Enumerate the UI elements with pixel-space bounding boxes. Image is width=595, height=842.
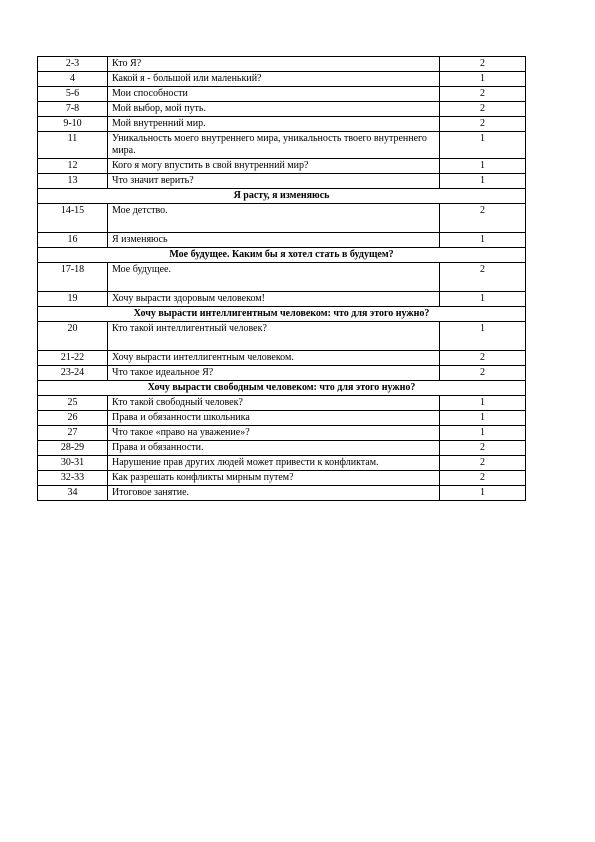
lesson-number-cell: 16 [38, 233, 108, 248]
lesson-hours-cell: 1 [440, 174, 526, 189]
lesson-row [38, 72, 526, 87]
lesson-topic-cell: Права и обязанности школьника [108, 411, 440, 426]
lesson-plan-table [37, 56, 526, 501]
lesson-hours-cell: 2 [440, 351, 526, 366]
lesson-hours-cell: 2 [440, 441, 526, 456]
lesson-row [38, 233, 526, 248]
lesson-row [38, 117, 526, 132]
lesson-number-cell: 12 [38, 159, 108, 174]
lesson-row [38, 292, 526, 307]
section-title: Мое будущее. Каким бы я хотел стать в будущем? [38, 248, 526, 263]
lesson-number-cell: 32-33 [38, 471, 108, 486]
lesson-hours-cell: 1 [440, 396, 526, 411]
lesson-topic-cell: Что такое «право на уважение»? [108, 426, 440, 441]
section-header-row [38, 307, 526, 322]
lesson-hours-cell: 2 [440, 117, 526, 132]
lesson-number-cell: 30-31 [38, 456, 108, 471]
section-header-row [38, 381, 526, 396]
section-title: Я расту, я изменяюсь [38, 189, 526, 204]
lesson-topic-cell: Кто такой интеллигентный человек? [108, 322, 440, 351]
lesson-number-cell: 5-6 [38, 87, 108, 102]
lesson-number-cell: 7-8 [38, 102, 108, 117]
lesson-hours-cell: 1 [440, 132, 526, 159]
lesson-topic-cell: Итоговое занятие. [108, 486, 440, 501]
section-header-row [38, 189, 526, 204]
lesson-row [38, 396, 526, 411]
lesson-topic-cell: Хочу вырасти здоровым человеком! [108, 292, 440, 307]
lesson-hours-cell: 2 [440, 456, 526, 471]
lesson-row [38, 366, 526, 381]
lesson-row [38, 204, 526, 233]
lesson-topic-cell: Мое будущее. [108, 263, 440, 292]
lesson-hours-cell: 1 [440, 426, 526, 441]
lesson-hours-cell: 2 [440, 87, 526, 102]
lesson-number-cell: 21-22 [38, 351, 108, 366]
lesson-topic-cell: Как разрешать конфликты мирным путем? [108, 471, 440, 486]
lesson-number-cell: 27 [38, 426, 108, 441]
lesson-topic-cell: Хочу вырасти интеллигентным человеком. [108, 351, 440, 366]
lesson-number-cell: 25 [38, 396, 108, 411]
lesson-hours-cell: 1 [440, 322, 526, 351]
lesson-number-cell: 2-3 [38, 57, 108, 72]
lesson-row [38, 441, 526, 456]
lesson-number-cell: 19 [38, 292, 108, 307]
lesson-topic-cell: Что значит верить? [108, 174, 440, 189]
lesson-hours-cell: 1 [440, 411, 526, 426]
lesson-hours-cell: 1 [440, 72, 526, 87]
section-title: Хочу вырасти свободным человеком: что для этого нужно? [38, 381, 526, 396]
lesson-number-cell: 23-24 [38, 366, 108, 381]
lesson-topic-cell: Что такое идеальное Я? [108, 366, 440, 381]
lesson-hours-cell: 2 [440, 471, 526, 486]
lesson-number-cell: 14-15 [38, 204, 108, 233]
lesson-topic-cell: Права и обязанности. [108, 441, 440, 456]
lesson-hours-cell: 1 [440, 486, 526, 501]
lesson-row [38, 174, 526, 189]
lesson-number-cell: 26 [38, 411, 108, 426]
lesson-row [38, 426, 526, 441]
lesson-hours-cell: 2 [440, 204, 526, 233]
lesson-plan-body [38, 57, 526, 501]
lesson-row [38, 411, 526, 426]
lesson-hours-cell: 1 [440, 292, 526, 307]
lesson-row [38, 263, 526, 292]
lesson-number-cell: 20 [38, 322, 108, 351]
lesson-row [38, 159, 526, 174]
lesson-number-cell: 28-29 [38, 441, 108, 456]
lesson-row [38, 132, 526, 159]
lesson-row [38, 456, 526, 471]
lesson-number-cell: 17-18 [38, 263, 108, 292]
lesson-hours-cell: 2 [440, 57, 526, 72]
lesson-row [38, 87, 526, 102]
lesson-number-cell: 13 [38, 174, 108, 189]
lesson-row [38, 102, 526, 117]
lesson-hours-cell: 2 [440, 263, 526, 292]
section-header-row [38, 248, 526, 263]
lesson-topic-cell: Мой выбор, мой путь. [108, 102, 440, 117]
lesson-row [38, 351, 526, 366]
lesson-row [38, 471, 526, 486]
lesson-topic-cell: Нарушение прав других людей может привести к конфликтам. [108, 456, 440, 471]
lesson-topic-cell: Кто Я? [108, 57, 440, 72]
lesson-number-cell: 9-10 [38, 117, 108, 132]
lesson-topic-cell: Кого я могу впустить в свой внутренний мир? [108, 159, 440, 174]
lesson-number-cell: 11 [38, 132, 108, 159]
lesson-number-cell: 34 [38, 486, 108, 501]
lesson-hours-cell: 1 [440, 159, 526, 174]
lesson-topic-cell: Я изменяюсь [108, 233, 440, 248]
lesson-hours-cell: 2 [440, 366, 526, 381]
lesson-hours-cell: 2 [440, 102, 526, 117]
lesson-topic-cell: Уникальность моего внутреннего мира, уникальность твоего внутреннего мира. [108, 132, 440, 159]
lesson-topic-cell: Мои способности [108, 87, 440, 102]
lesson-number-cell: 4 [38, 72, 108, 87]
lesson-topic-cell: Какой я - большой или маленький? [108, 72, 440, 87]
lesson-row [38, 486, 526, 501]
lesson-row [38, 322, 526, 351]
lesson-topic-cell: Мое детство. [108, 204, 440, 233]
lesson-topic-cell: Мой внутренний мир. [108, 117, 440, 132]
lesson-topic-cell: Кто такой свободный человек? [108, 396, 440, 411]
section-title: Хочу вырасти интеллигентным человеком: что для этого нужно? [38, 307, 526, 322]
lesson-row [38, 57, 526, 72]
lesson-hours-cell: 1 [440, 233, 526, 248]
